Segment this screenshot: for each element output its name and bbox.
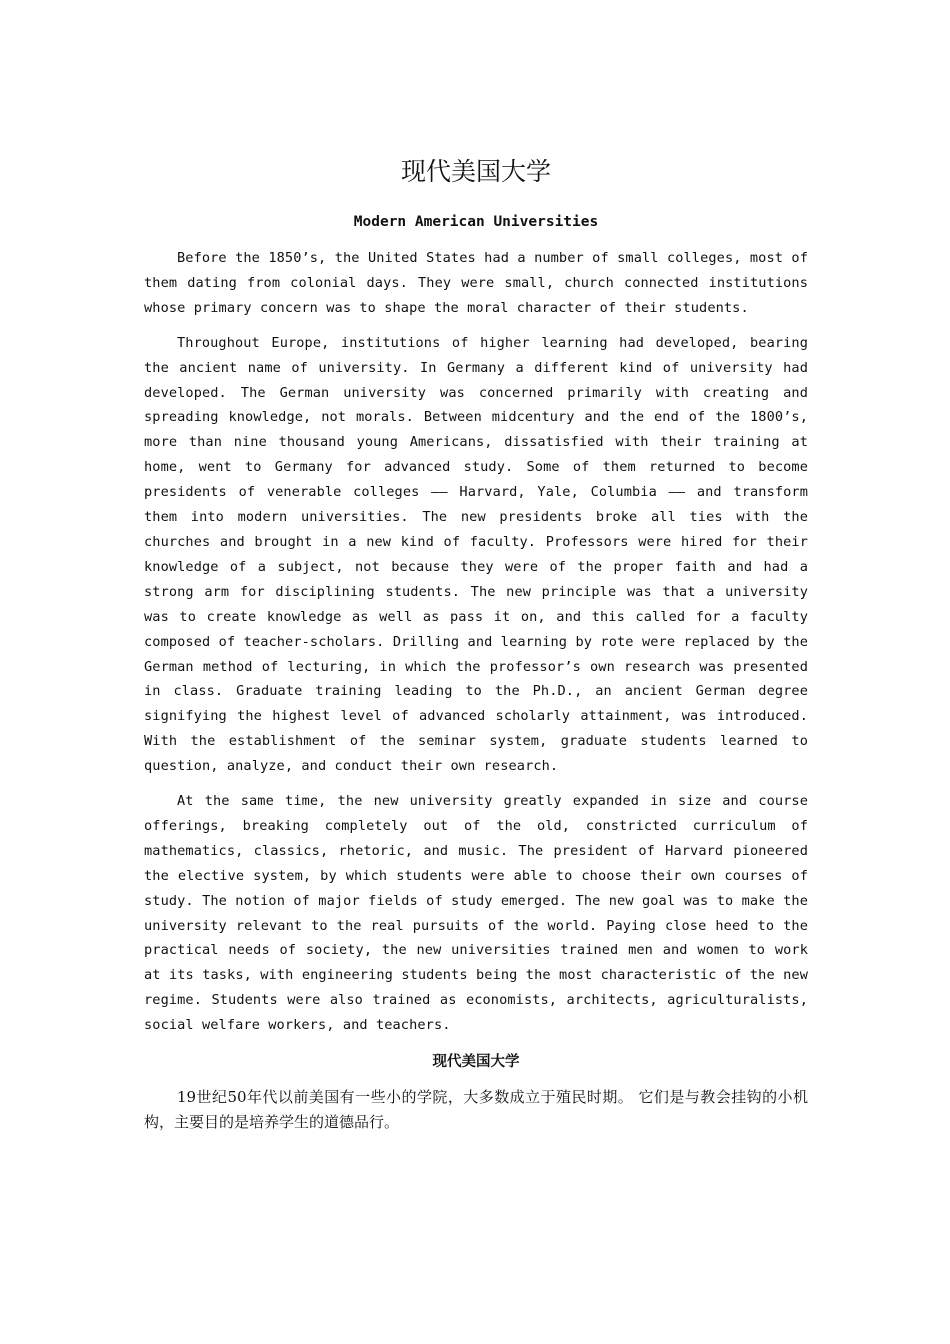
english-subtitle: Modern American Universities [353, 214, 599, 230]
chinese-paragraph-1: 19世纪50年代以前美国有一些小的学院，大多数成立于殖民时期。 它们是与教会挂钩的小机构，主要目的是培养学生的道德品行。 [144, 1088, 808, 1132]
english-paragraph-3: At the same time, the new university greatly expanded in size and course offerings, breaking completely out of the old, constricted curriculum of mathematics, classics, rhetoric, and music. The president of Harvard pioneered the elective system, by which students were able to choose their own courses of study. The notion of major fields of study emerged. The new goal was to make the university relevant to the real pursuits of the world. Paying close heed to the practical needs of society, the new universities trained men and women to work at its tasks, with engineering students being the most characteristic of the new regime. Students were also trained as economists, architects, agriculturalists, social welfare workers, and teachers. [144, 793, 808, 1034]
english-paragraph-2: Throughout Europe, institutions of higher learning had developed, bearing the ancient name of university. In Germany a different kind of university had developed. The German university was concerned primarily with creating and spreading knowledge, not morals. Between midcentury and the end of the 1800’s, more than nine thousand young Americans, dissatisfied with their training at home, went to Germany for advanced study. Some of them returned to become presidents of venerable colleges —— Harvard, Yale, Columbia —— and transform them into modern universities. The new presidents broke all ties with the churches and brought in a new kind of faculty. Professors were hired for their knowledge of a subject, not because they were of the proper faith and had a strong arm for disciplining students. The new principle was that a university was to create knowledge as well as pass it on, and this called for a faculty composed of teacher-scholars. Drilling and learning by rote were replaced by the German method of lecturing, in which the professor’s own research was presented in class. Graduate training leading to the Ph.D., an ancient German degree signifying the highest level of advanced scholarly attainment, was introduced. With the establishment of the seminar system, graduate students learned to question, analyze, and conduct their own research. [144, 334, 808, 775]
page-title: 现代美国大学 [400, 157, 551, 186]
document-page [144, 150, 808, 1135]
english-paragraph-1: Before the 1850’s, the United States had a number of small colleges, most of them dating from colonial days. They were small, church connected institutions whose primary concern was to shape the moral character of their students. [144, 250, 808, 316]
chinese-section-title: 现代美国大学 [432, 1054, 520, 1071]
